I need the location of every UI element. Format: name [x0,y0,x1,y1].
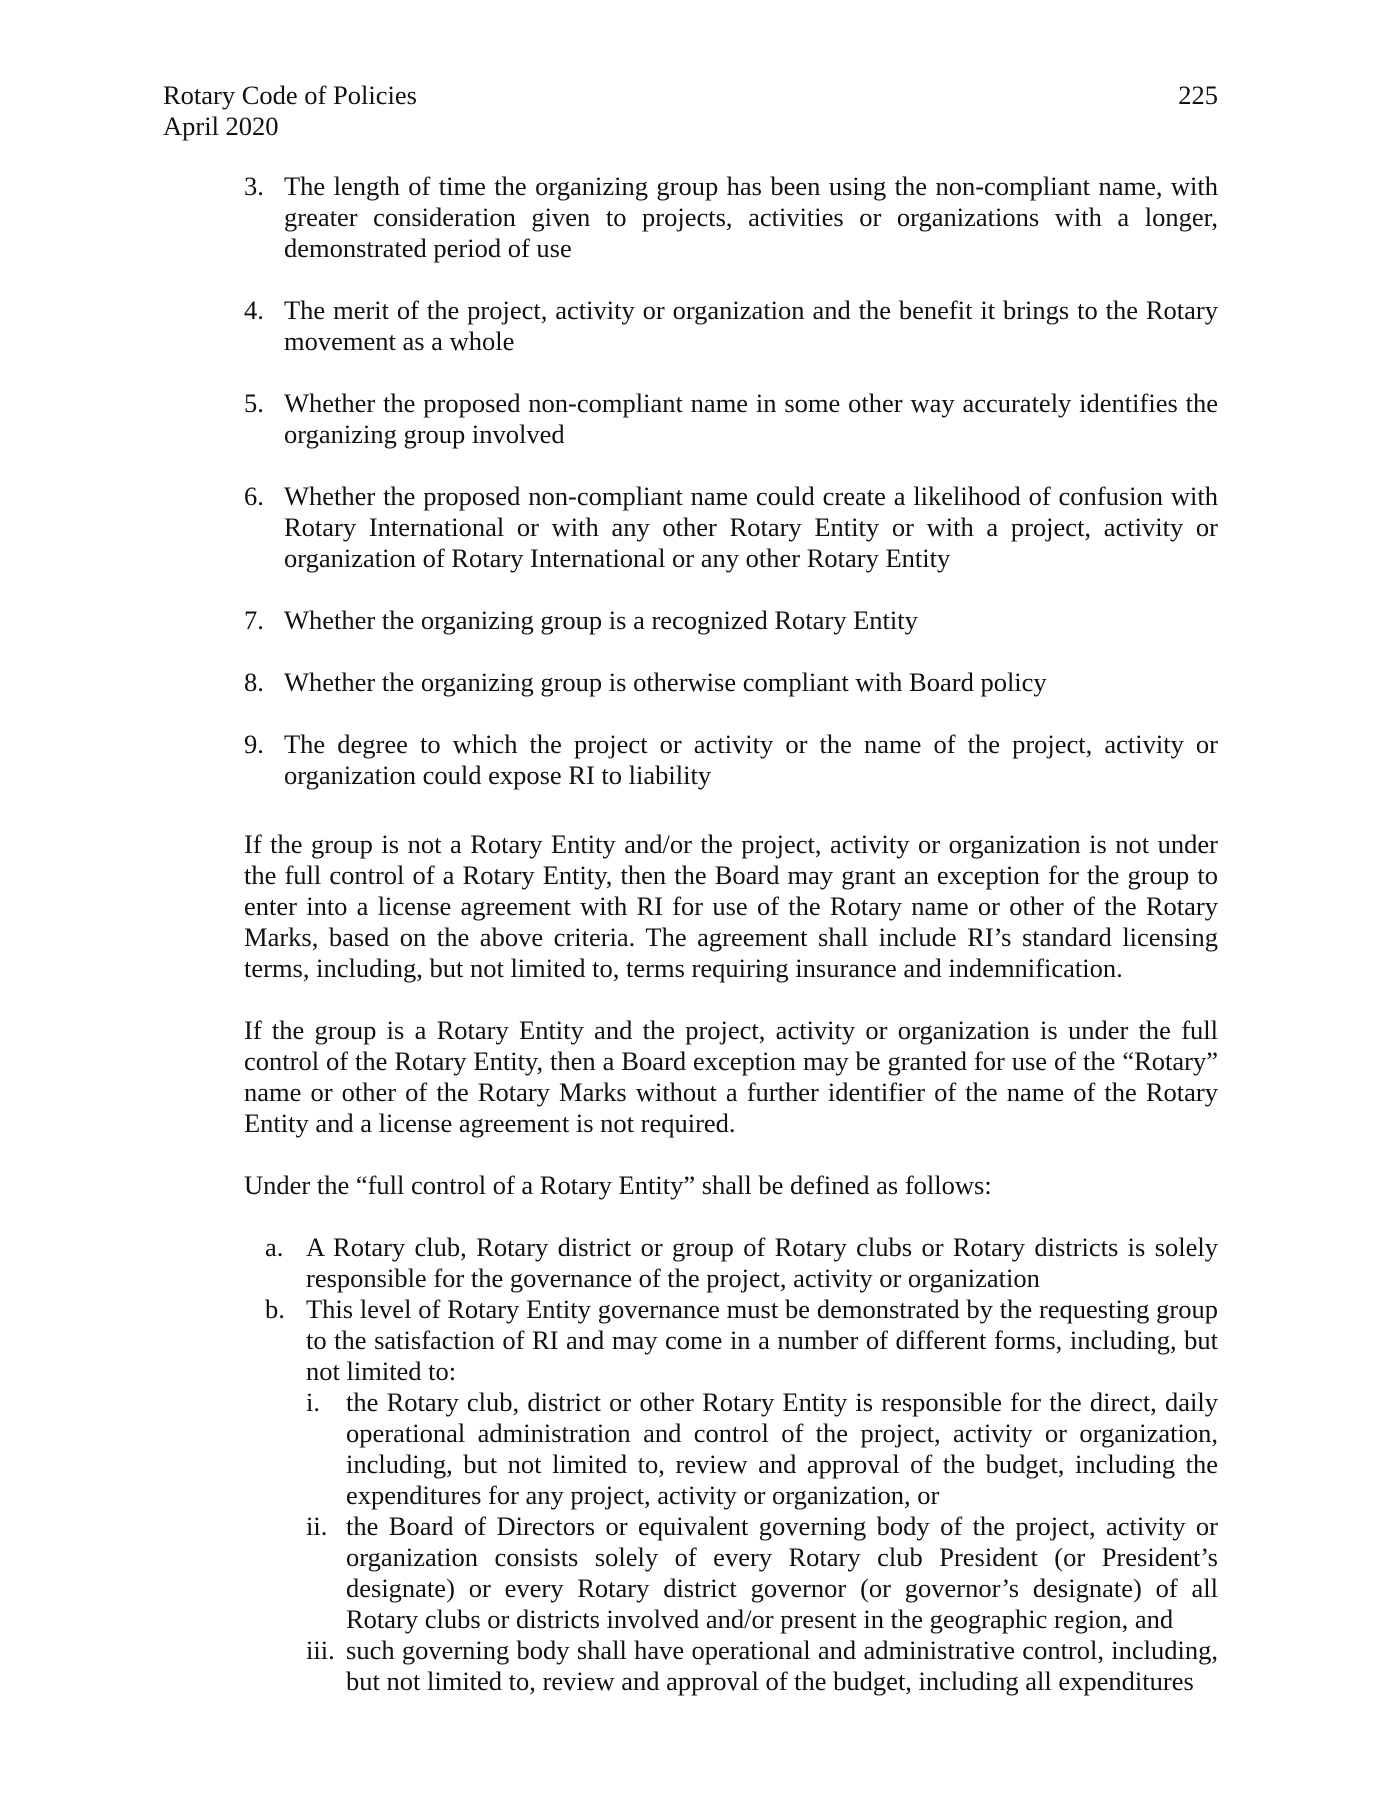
document-date: April 2020 [163,111,279,141]
list-marker: b. [265,1294,285,1324]
list-marker: i. [306,1387,320,1417]
list-marker: a. [265,1232,284,1262]
list-item-text: Whether the organizing group is a recognized Rotary Entity [284,605,918,635]
list-item [265,1232,1218,1294]
list-number: 8. [244,667,264,697]
list-number: 7. [244,605,264,635]
list-item-text: Whether the organizing group is otherwise compliant with Board policy [284,667,1047,697]
list-number: 3. [244,171,264,201]
list-item-text: The degree to which the project or activity or the name of the project, activity or organization could expose RI to liability [284,729,1218,790]
list-item [244,481,1218,574]
document-title: Rotary Code of Policies [163,80,417,110]
list-item-text: the Rotary club, district or other Rotary Entity is responsible for the direct, daily operational administration and control of the project, activity or organization, including, but not limited to, review and approval of the budget, including the expenditures for any project, activity or organization, or [346,1387,1218,1510]
list-number: 5. [244,388,264,418]
definition-list [265,1232,1218,1697]
definition-intro: Under the “full control of a Rotary Entity” shall be defined as follows: [244,1170,992,1200]
list-item-text: A Rotary club, Rotary district or group of Rotary clubs or Rotary districts is solely responsible for the governance of the project, activity or organization [306,1232,1218,1293]
page-header [163,80,1218,142]
list-item [244,171,1218,264]
list-item [244,605,1218,636]
license-paragraph: If the group is not a Rotary Entity and/or the project, activity or organization is not under the full control of a Rotary Entity, then the Board may grant an exception for the group to enter into a license agreement with RI for use of the Rotary name or other of the Rotary Marks, based on the above criteria. The agreement shall include RI’s standard licensing terms, including, but not limited to, terms requiring insurance and indemnification. [244,829,1218,983]
list-item-text: This level of Rotary Entity governance must be demonstrated by the requesting group to the satisfaction of RI and may come in a number of different forms, including, but not limited to: [306,1294,1218,1386]
exception-paragraph: If the group is a Rotary Entity and the project, activity or organization is under the full control of the Rotary Entity, then a Board exception may be granted for use of the “Rotary” name or other of the Rotary Marks without a further identifier of the name of the Rotary Entity and a license agreement is not required. [244,1015,1218,1138]
list-item-text: The merit of the project, activity or organization and the benefit it brings to the Rotary movement as a whole [284,295,1218,356]
list-item [265,1294,1218,1697]
list-item [306,1387,1218,1511]
governance-forms-list [306,1387,1218,1697]
list-item [244,667,1218,698]
list-item-text: Whether the proposed non-compliant name could create a likelihood of confusion with Rotary International or with any other Rotary Entity or with a project, activity or organization of Rotary International or any other Rotary Entity [284,481,1218,573]
policy-body [244,829,1218,1697]
list-item [244,388,1218,450]
list-item-text: The length of time the organizing group has been using the non-compliant name, with greater consideration given to projects, activities or organizations with a longer, demonstrated period of use [284,171,1218,263]
list-number: 4. [244,295,264,325]
list-item-text: Whether the proposed non-compliant name in some other way accurately identifies the organizing group involved [284,388,1218,449]
page-number: 225 [1178,80,1218,110]
list-marker: iii. [306,1635,335,1665]
list-item [306,1511,1218,1635]
list-item [306,1635,1218,1697]
list-item [244,729,1218,791]
list-item-text: such governing body shall have operational and administrative control, including, but not limited to, review and approval of the budget, including all expenditures [346,1635,1218,1696]
list-item-text: the Board of Directors or equivalent governing body of the project, activity or organization consists solely of every Rotary club President (or President’s designate) or every Rotary district governor (or governor’s designate) of all Rotary clubs or districts involved and/or present in the geographic region, and [346,1511,1218,1634]
list-number: 9. [244,729,264,759]
list-marker: ii. [306,1511,328,1541]
list-item [244,295,1218,357]
list-number: 6. [244,481,264,511]
criteria-list [244,171,1218,822]
